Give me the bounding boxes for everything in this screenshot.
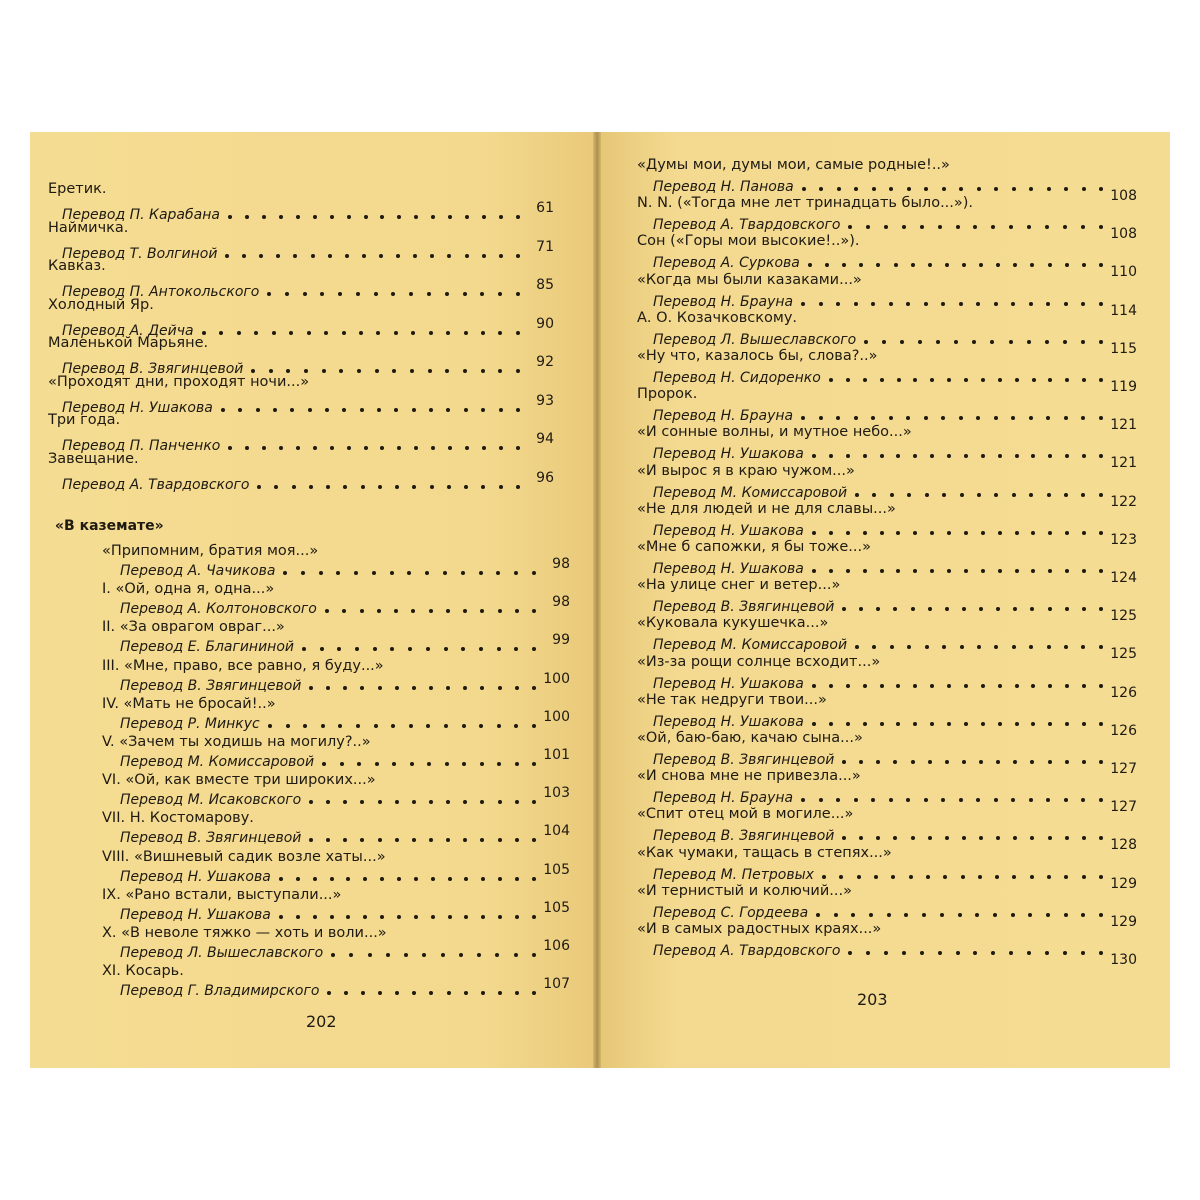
page-number: 105 [543, 899, 570, 916]
entry-title: Пророк. [637, 386, 698, 403]
page-number: 85 [536, 277, 554, 293]
page-number: 108 [1110, 188, 1137, 204]
dot-leaders [221, 408, 520, 412]
page-number: 125 [1110, 646, 1137, 663]
translator: Перевод А. Суркова [653, 255, 800, 272]
translator: Перевод Н. Ушакова [653, 561, 804, 577]
translator: Перевод А. Твардовского [62, 476, 250, 493]
translator: Перевод Н. Брауна [653, 293, 794, 310]
translator: Перевод Т. Волгиной [62, 245, 218, 262]
translator: Перевод М. Исаковского [120, 792, 302, 809]
entry-title: «И в самых радостных краях...» [637, 921, 882, 937]
page-number: 123 [1110, 531, 1137, 548]
page-number: 129 [1110, 875, 1137, 892]
translator: Перевод Е. Благининой [120, 639, 294, 656]
page-number: 61 [536, 200, 554, 216]
page-number: 101 [543, 747, 570, 763]
page-number: 100 [543, 708, 570, 725]
entry-title: «Думы мои, думы мои, самые родные!..» [637, 157, 950, 173]
entry-title: «Куковала кукушечка...» [637, 615, 829, 632]
dot-leaders [812, 684, 1103, 688]
dot-leaders [801, 416, 1103, 420]
entry-title: Маленькой Марьяне. [48, 335, 209, 351]
dot-leaders [801, 798, 1103, 802]
translator: Перевод А. Дейча [62, 322, 194, 339]
dot-leaders [327, 991, 536, 995]
entry-title: «Проходят дни, проходят ночи...» [48, 373, 310, 390]
entry-title: IV. «Мать не бросай!..» [102, 695, 276, 712]
translator: Перевод Г. Владимирского [120, 983, 320, 1000]
dot-leaders [267, 292, 520, 296]
dot-leaders [279, 877, 536, 881]
page-number: 110 [1110, 264, 1137, 281]
translator: Перевод Н. Ушакова [653, 675, 804, 692]
entry-title: VIII. «Вишневый садик возле хаты...» [102, 848, 386, 865]
page-number: 122 [1110, 493, 1137, 510]
entry-title: «И вырос я в краю чужом...» [637, 462, 855, 479]
translator: Перевод А. Чачикова [120, 563, 276, 579]
translator: Перевод Л. Вышеславского [120, 945, 324, 961]
page-folio: 202 [306, 1012, 337, 1031]
dot-leaders [322, 762, 536, 766]
dot-leaders [822, 875, 1103, 879]
translator: Перевод А. Колтоновского [120, 601, 317, 618]
entry-title: N. N. («Тогда мне лет тринадцать было...»). [637, 195, 974, 212]
translator: Перевод В. Звягинцевой [653, 752, 835, 768]
entry-title: «Спит отец мой в могиле...» [637, 806, 854, 823]
dot-leaders [848, 225, 1103, 229]
translator: Перевод Н. Панова [653, 179, 794, 195]
dot-leaders [302, 647, 536, 651]
entry-title: «И тернистый и колючий...» [637, 882, 852, 899]
translator: Перевод М. Петровых [653, 866, 814, 883]
translator: Перевод А. Твардовского [653, 943, 841, 959]
entry-title: «Мне б сапожки, я бы тоже...» [637, 539, 871, 555]
dot-leaders [268, 724, 536, 728]
translator: Перевод В. Звягинцевой [62, 361, 244, 377]
page-number: 125 [1110, 608, 1137, 625]
entry-title: «Как чумаки, тащась в степях...» [637, 844, 892, 861]
dot-leaders [228, 215, 520, 219]
dot-leaders [855, 493, 1103, 497]
dot-leaders [812, 531, 1103, 535]
page-number: 124 [1110, 570, 1137, 586]
page-number: 121 [1110, 455, 1137, 472]
page-number: 108 [1110, 226, 1137, 243]
entry-title: «Не для людей и не для славы...» [637, 500, 896, 517]
dot-leaders [812, 454, 1103, 458]
entry-title: «Ой, баю-баю, качаю сына...» [637, 730, 863, 746]
page-number: 96 [536, 469, 554, 486]
translator: Перевод В. Звягинцевой [653, 599, 835, 616]
translator: Перевод П. Карабана [62, 207, 220, 223]
page-number: 127 [1110, 799, 1137, 816]
translator: Перевод Н. Ушакова [120, 906, 271, 923]
entry-title: Сон («Горы мои высокие!..»). [637, 233, 860, 250]
page-number: 130 [1110, 952, 1137, 968]
translator: Перевод М. Комиссаровой [120, 754, 315, 770]
page-number: 129 [1110, 913, 1137, 930]
translator: Перевод Н. Ушакова [653, 713, 804, 730]
dot-leaders [331, 953, 536, 957]
entry-title: II. «За оврагом овраг...» [102, 619, 285, 636]
page-number: 126 [1110, 722, 1137, 739]
entry-title: Еретик. [48, 181, 107, 197]
dot-leaders [279, 915, 536, 919]
translator: Перевод П. Антокольского [62, 284, 260, 300]
page-number: 103 [543, 785, 570, 802]
page-number: 104 [543, 823, 570, 840]
dot-leaders [855, 645, 1103, 649]
translator: Перевод В. Звягинцевой [120, 830, 302, 847]
dot-leaders [309, 686, 536, 690]
dot-leaders [842, 836, 1103, 840]
translator: Перевод Р. Минкус [120, 715, 260, 732]
translator: Перевод П. Панченко [62, 438, 221, 454]
dot-leaders [842, 607, 1103, 611]
dot-leaders [848, 951, 1103, 955]
entry-title: Наймичка. [48, 219, 129, 236]
page-number: 92 [536, 354, 554, 370]
translator: Перевод Н. Ушакова [653, 522, 804, 539]
book-gutter [593, 132, 601, 1068]
entry-title: V. «Зачем ты ходишь на могилу?..» [102, 734, 371, 750]
dot-leaders [257, 485, 520, 489]
dot-leaders [202, 331, 520, 335]
entry-title: Завещание. [48, 450, 139, 467]
dot-leaders [801, 302, 1103, 306]
entry-title: III. «Мне, право, все равно, я буду...» [102, 657, 384, 674]
section-heading: «В каземате» [55, 518, 164, 534]
dot-leaders [829, 378, 1103, 382]
dot-leaders [808, 263, 1103, 267]
page-number: 100 [543, 670, 570, 687]
translator: Перевод Л. Вышеславского [653, 331, 857, 348]
entry-title: Три года. [48, 412, 121, 428]
page-number: 115 [1110, 340, 1137, 357]
translator: Перевод М. Комиссаровой [653, 637, 848, 654]
translator: Перевод Н. Брауна [653, 790, 794, 807]
translator: Перевод В. Звягинцевой [120, 677, 302, 694]
entry-title: «Из-за рощи солнце всходит...» [637, 653, 881, 670]
entry-title: А. О. Козачковскому. [637, 309, 798, 326]
dot-leaders [812, 722, 1103, 726]
entry-title: «Ну что, казалось бы, слова?..» [637, 348, 878, 364]
entry-title: VI. «Ой, как вместе три широких...» [102, 772, 376, 789]
dot-leaders [864, 340, 1103, 344]
dot-leaders [225, 254, 520, 258]
translator: Перевод В. Звягинцевой [653, 828, 835, 845]
page-number: 121 [1110, 417, 1137, 434]
entry-title: «Не так недруги твои...» [637, 691, 827, 708]
dot-leaders [842, 760, 1103, 764]
page-number: 90 [536, 315, 554, 332]
translator: Перевод М. Комиссаровой [653, 484, 848, 501]
page-number: 71 [536, 238, 554, 255]
translator: Перевод Н. Брауна [653, 408, 794, 425]
page-folio: 203 [857, 990, 888, 1009]
page-number: 99 [552, 632, 570, 649]
translator: Перевод С. Гордеева [653, 904, 809, 921]
page-number: 127 [1110, 761, 1137, 777]
translator: Перевод Н. Ушакова [653, 446, 804, 463]
entry-title: Холодный Яр. [48, 296, 154, 313]
page-number: 105 [543, 861, 570, 878]
page-number: 107 [543, 976, 570, 993]
entry-title: X. «В неволе тяжко — хоть и воли...» [102, 925, 387, 941]
page-number: 106 [543, 938, 570, 954]
dot-leaders [309, 838, 536, 842]
page-number: 98 [552, 556, 570, 572]
page-number: 119 [1110, 379, 1137, 395]
entry-title: «На улице снег и ветер...» [637, 577, 841, 594]
entry-title: «И сонные волны, и мутное небо...» [637, 424, 912, 441]
dot-leaders [228, 446, 520, 450]
translator: Перевод Н. Ушакова [62, 399, 213, 416]
dot-leaders [309, 800, 536, 804]
translator: Перевод А. Твардовского [653, 217, 841, 234]
page-number: 94 [536, 431, 554, 447]
dot-leaders [325, 609, 536, 613]
page-number: 93 [536, 392, 554, 409]
entry-title: VII. Н. Костомарову. [102, 810, 254, 827]
page-number: 126 [1110, 684, 1137, 701]
dot-leaders [283, 571, 536, 575]
entry-title: «Когда мы были казаками...» [637, 271, 862, 288]
entry-title: XI. Косарь. [102, 963, 184, 980]
entry-title: «И снова мне не привезла...» [637, 768, 861, 785]
entry-title: IX. «Рано встали, выступали...» [102, 886, 342, 903]
page-number: 114 [1110, 302, 1137, 319]
translator: Перевод Н. Сидоренко [653, 370, 821, 386]
page-number: 128 [1110, 837, 1137, 854]
entry-title: «Припомним, братия моя...» [102, 543, 319, 559]
book-spread [30, 132, 1170, 1068]
dot-leaders [802, 187, 1103, 191]
page-number: 98 [552, 594, 570, 611]
dot-leaders [816, 913, 1103, 917]
left-page [30, 132, 597, 1068]
entry-title: I. «Ой, одна я, одна...» [102, 581, 275, 598]
right-page [597, 132, 1170, 1068]
entry-title: Кавказ. [48, 258, 106, 274]
dot-leaders [812, 569, 1103, 573]
translator: Перевод Н. Ушакова [120, 868, 271, 885]
